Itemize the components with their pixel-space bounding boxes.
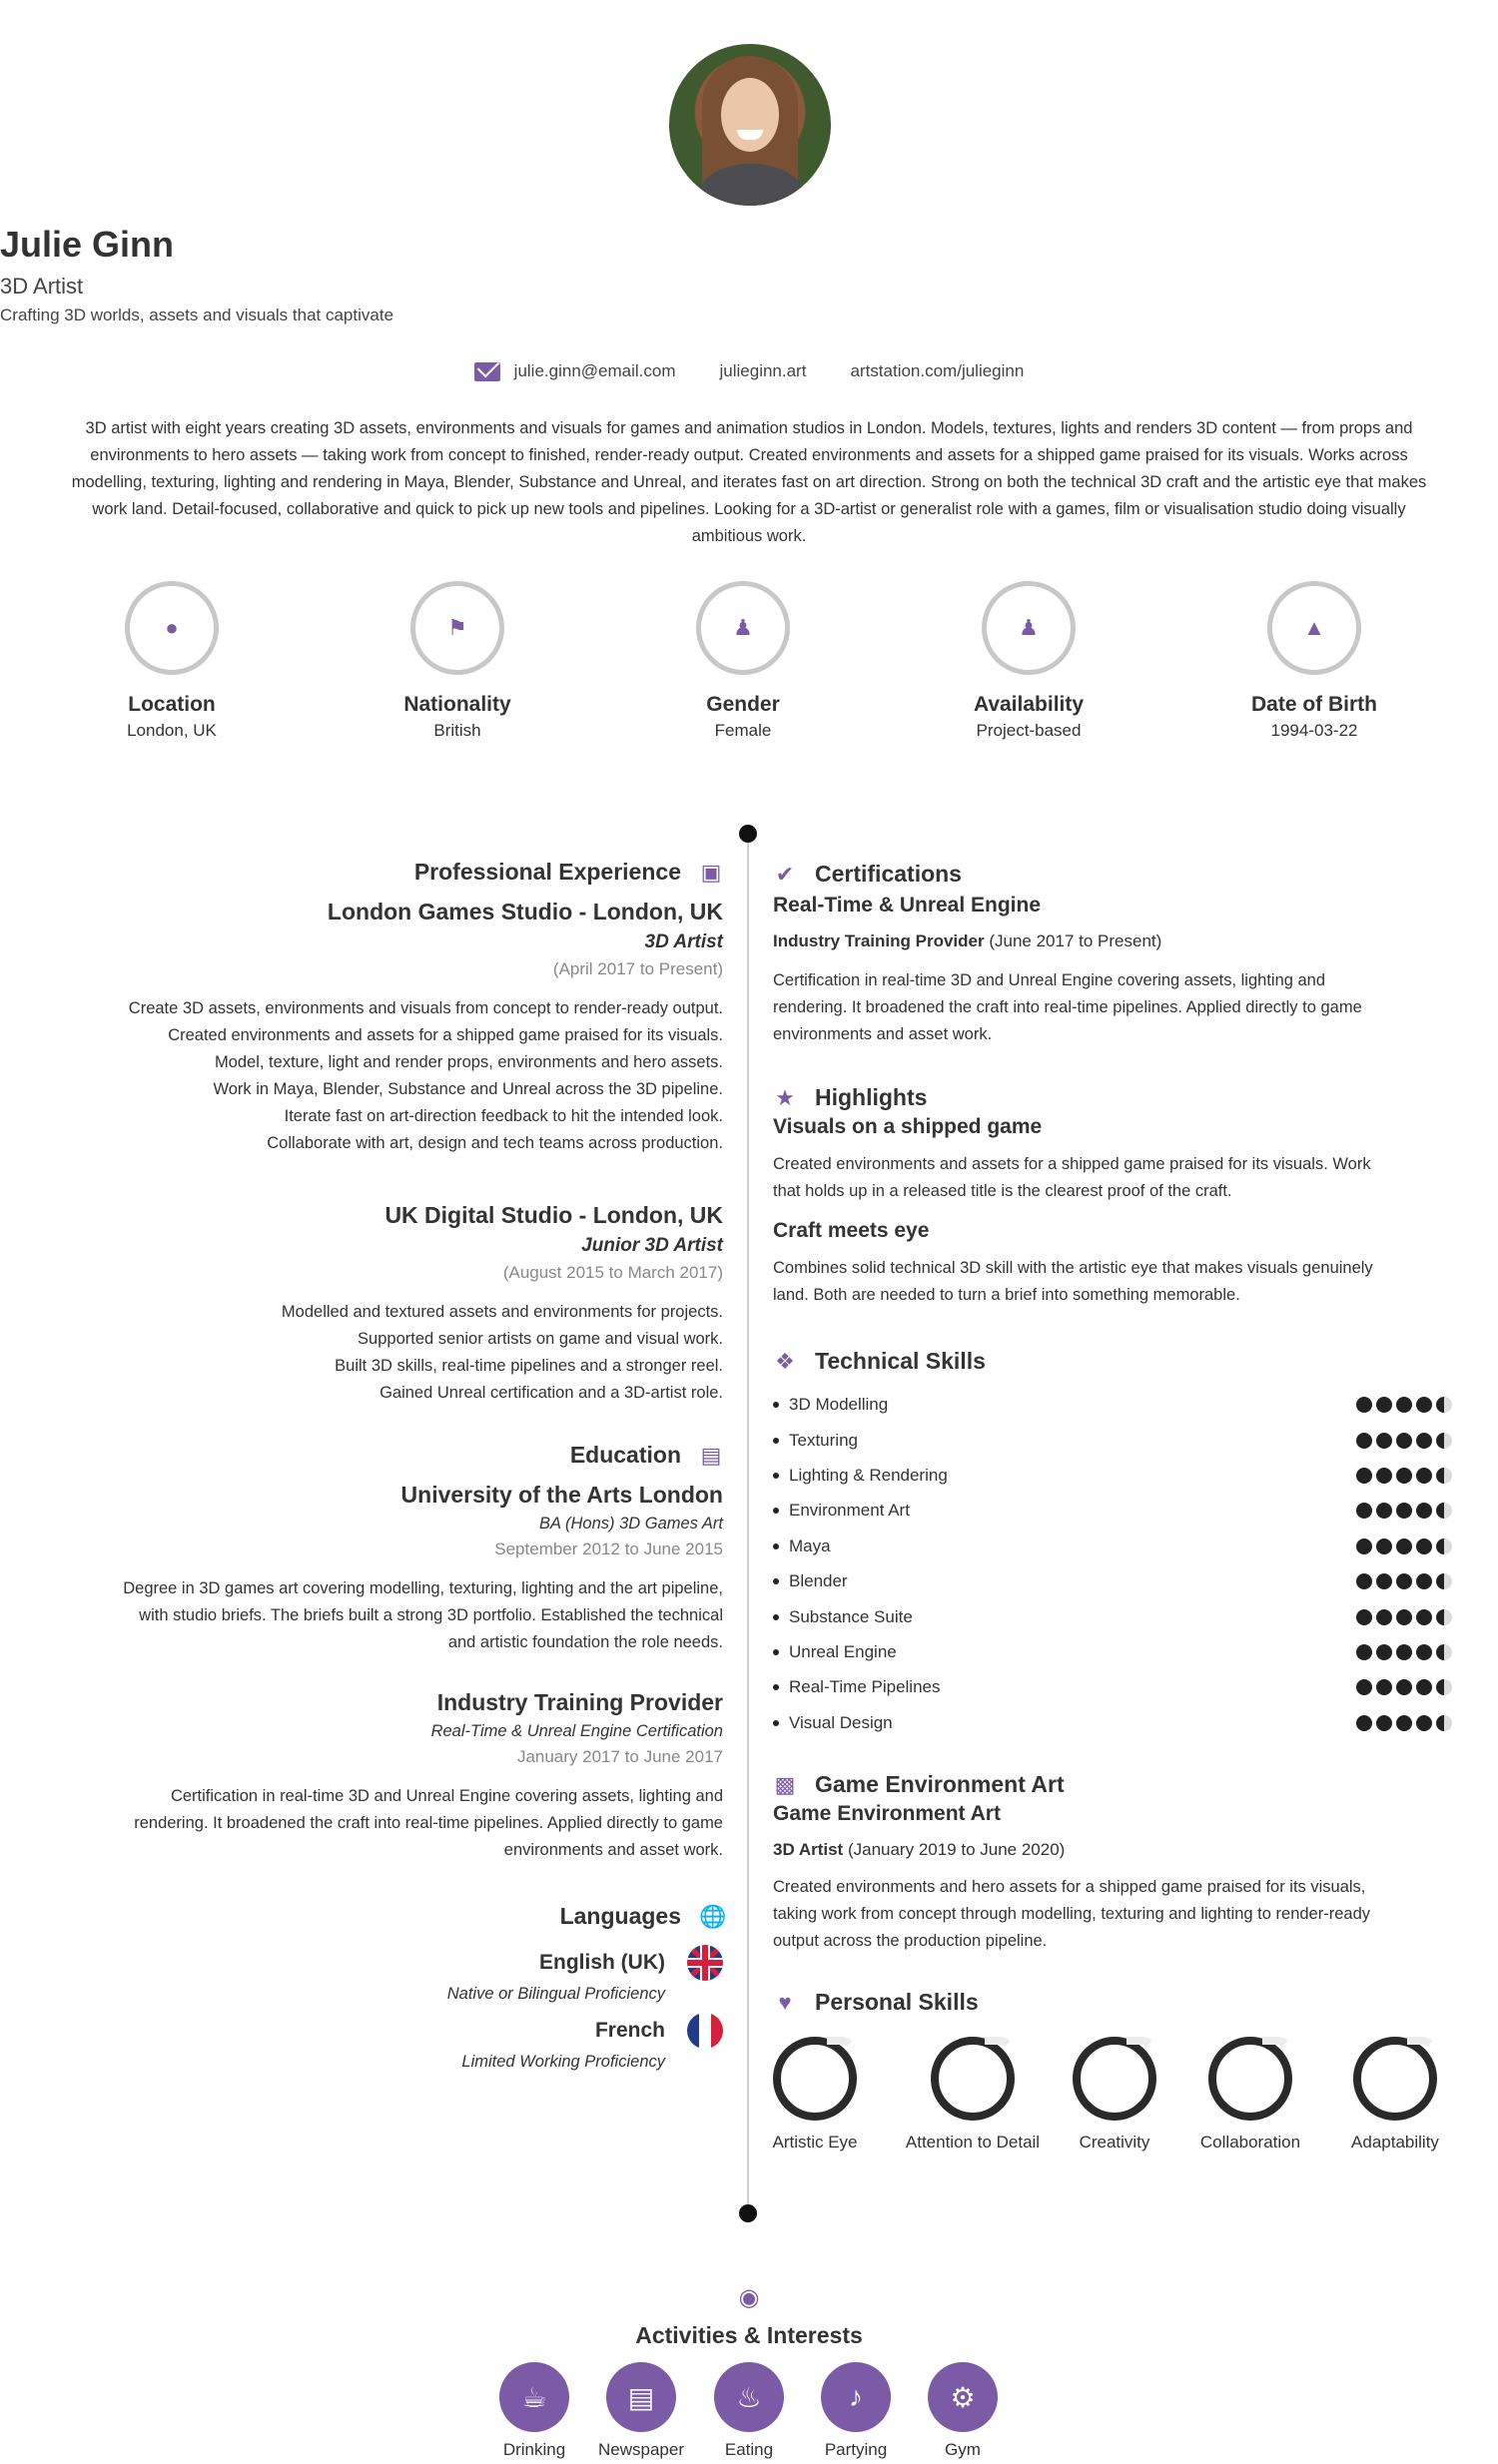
personal-skill: [1338, 2037, 1452, 2153]
personal-skill: [893, 2037, 1053, 2153]
gym-icon: ⚙: [928, 2362, 998, 2432]
section-title: Education: [569, 1442, 681, 1468]
folder-icon: ▩: [774, 1771, 796, 1797]
skill-ring: [1208, 2037, 1292, 2121]
section-title: Languages: [559, 1903, 681, 1929]
profile-tagline: Crafting 3D worlds, assets and visuals that captivate: [0, 306, 394, 324]
portfolio-contact[interactable]: [850, 361, 1024, 381]
education-degree: BA (Hons) 3D Games Art: [539, 1515, 723, 1533]
timeline-line: [747, 831, 749, 2208]
skill-name: 3D Modelling: [789, 1395, 889, 1414]
fact-location: [72, 581, 272, 741]
skill-row: [773, 1641, 1452, 1663]
cake-icon: ▲: [1303, 615, 1325, 640]
section-title: Activities & Interests: [635, 2322, 863, 2348]
certification-name: Real-Time & Unreal Engine: [773, 894, 1042, 917]
heart-icon: ♥: [778, 1989, 792, 2015]
education-line: rendering. It broadened the craft into real-time pipelines. Applied directly to game: [134, 1814, 723, 1832]
skill-ring: [1073, 2037, 1156, 2121]
technical-skills-section: [773, 1348, 1452, 1375]
certification-line: Certification in real-time 3D and Unreal Engine covering assets, lighting and: [773, 971, 1326, 989]
job-line: Model, texture, light and render props, environments and hero assets.: [214, 1053, 723, 1071]
fact-date-of-birth: [1214, 581, 1414, 741]
highlight-description: [773, 1255, 1452, 1309]
france-flag-icon: [687, 2013, 723, 2049]
languages-section: [559, 1903, 727, 1930]
project-dates: (January 2019 to June 2020): [847, 1840, 1066, 1859]
skill-rating: [1356, 1644, 1452, 1660]
education-dates: January 2017 to June 2017: [516, 1747, 723, 1766]
personal-skill: [767, 2037, 863, 2153]
skill-rating: [1356, 1397, 1452, 1413]
project-name: Game Environment Art: [773, 1802, 1001, 1825]
email-link[interactable]: julie.ginn@email.com: [513, 361, 676, 380]
skill-row: [773, 1394, 1452, 1416]
section-title: Certifications: [815, 861, 962, 887]
education-line: Degree in 3D games art covering modelling, texturing, lighting and the art pipeline,: [123, 1579, 723, 1597]
language-item: [461, 2013, 723, 2072]
job-line: Modelled and textured assets and environments for projects.: [281, 1303, 723, 1321]
highlight-line: land. Both are needed to turn a brief into something memorable.: [773, 1286, 1240, 1304]
activity-item: [913, 2362, 1013, 2460]
project-meta: [773, 1840, 1452, 1860]
education-line: with studio briefs. The briefs built a strong 3D portfolio. Established the technical: [139, 1606, 723, 1624]
fact-value: British: [433, 721, 481, 740]
skill-name: Real-Time Pipelines: [789, 1677, 941, 1696]
job-line: Collaborate with art, design and tech teams across production.: [267, 1134, 723, 1152]
activity-item: [699, 2362, 799, 2460]
activity-label: Gym: [945, 2440, 981, 2459]
job-description: [282, 1299, 723, 1407]
personal-skills-list: [773, 2037, 1452, 2156]
section-title: Professional Experience: [413, 859, 681, 885]
skill-name: Environment Art: [789, 1501, 910, 1520]
skill-name: Texturing: [789, 1431, 858, 1450]
map-pin-icon: ●: [165, 615, 179, 640]
fact-label: Availability: [973, 693, 1085, 716]
skill-rating: [1356, 1468, 1452, 1484]
project-description: [773, 1874, 1452, 1955]
job-dates: (April 2017 to Present): [552, 959, 723, 978]
skill-rating: [1356, 1433, 1452, 1449]
section-title: Technical Skills: [815, 1348, 986, 1374]
fact-gender: [643, 581, 843, 741]
website-contact[interactable]: [720, 361, 807, 381]
highlight-line: that holds up in a released title is the clearest proof of the craft.: [773, 1182, 1232, 1200]
job-description: [129, 995, 723, 1157]
job-org: London Games Studio - London, UK: [327, 899, 723, 924]
uk-flag-icon: [687, 1945, 723, 1981]
language-item: [447, 1945, 723, 2004]
skill-row: [773, 1606, 1452, 1628]
job-entry: [282, 1202, 723, 1407]
certification-line: environments and asset work.: [773, 1025, 993, 1043]
award-icon: ❖: [775, 1348, 795, 1374]
job-role: Junior 3D Artist: [581, 1235, 723, 1256]
experience-section: [414, 859, 723, 886]
personal-skill-label: Collaboration: [1199, 2133, 1301, 2152]
skill-name: Unreal Engine: [789, 1642, 897, 1661]
education-degree: Real-Time & Unreal Engine Certification: [430, 1722, 723, 1740]
education-entry: [123, 1482, 723, 1656]
certification-provider: Industry Training Provider: [773, 931, 985, 950]
job-line: Iterate fast on art-direction feedback to hit the intended look.: [284, 1107, 723, 1125]
fact-availability: [929, 581, 1128, 741]
highlight-line: Combines solid technical 3D skill with the artistic eye that makes visuals genuinely: [773, 1259, 1373, 1277]
skill-name: Visual Design: [789, 1713, 893, 1732]
fact-value: London, UK: [127, 721, 217, 740]
star-icon: ★: [775, 1084, 795, 1110]
education-dates: September 2012 to June 2015: [494, 1540, 723, 1558]
personal-skill-label: Artistic Eye: [772, 2133, 858, 2152]
fact-label: Date of Birth: [1251, 693, 1377, 716]
portfolio-link[interactable]: artstation.com/julieginn: [850, 361, 1025, 380]
profile-name: Julie Ginn: [0, 224, 175, 265]
education-org: University of the Arts London: [400, 1482, 723, 1508]
fact-value: 1994-03-22: [1270, 721, 1358, 740]
section-title: Highlights: [815, 1084, 928, 1110]
highlight-heading: Craft meets eye: [773, 1219, 930, 1242]
education-section: [570, 1442, 723, 1469]
id-badge-icon: ▣: [700, 859, 722, 885]
job-line: Gained Unreal certification and a 3D-artist role.: [379, 1384, 723, 1402]
language-level: Native or Bilingual Proficiency: [446, 1985, 665, 2003]
skill-name: Lighting & Rendering: [789, 1466, 948, 1485]
avatar: [669, 44, 831, 206]
language-name: French: [594, 2019, 665, 2042]
education-line: Certification in real-time 3D and Unreal Engine covering assets, lighting and: [170, 1787, 723, 1805]
job-line: Supported senior artists on game and visual work.: [358, 1330, 723, 1348]
newspaper-icon: ▤: [606, 2362, 676, 2432]
fact-label: Gender: [706, 693, 780, 716]
fact-value: Project-based: [976, 721, 1082, 740]
job-line: Create 3D assets, environments and visuals from concept to render-ready output.: [128, 999, 723, 1017]
job-role: 3D Artist: [644, 931, 723, 952]
skill-row: [773, 1712, 1452, 1734]
timeline-start-dot: [739, 825, 757, 843]
section-title: Personal Skills: [815, 1989, 979, 2015]
project-line: Created environments and hero assets for a shipped game praised for its visuals,: [773, 1878, 1366, 1896]
highlight-line: Created environments and assets for a shipped game praised for its visuals. Work: [773, 1155, 1371, 1173]
book-icon: ▤: [700, 1442, 722, 1468]
activity-item: [806, 2362, 906, 2460]
job-line: Built 3D skills, real-time pipelines and a stronger reel.: [335, 1357, 723, 1375]
activity-item: [484, 2362, 584, 2460]
skill-rating: [1356, 1715, 1452, 1731]
skill-name: Substance Suite: [789, 1607, 913, 1626]
activity-label: Newspaper: [598, 2440, 684, 2459]
activity-label: Partying: [824, 2440, 888, 2459]
education-line: environments and asset work.: [503, 1841, 723, 1859]
education-line: and artistic foundation the role needs.: [447, 1633, 723, 1651]
certification-description: [773, 967, 1452, 1048]
palette-icon: ◉: [738, 2284, 760, 2311]
profile-summary: 3D artist with eight years creating 3D assets, environments and visuals for games and animation studios in London. Models, textures, lights and renders 3D content — from props and environments to hero assets — taking work from concept to finished, render-ready output. Created environments and assets for a shipped game praised for its visuals. Works across modelling, texturing, lighting and rendering in Maya, Blender, Substance and Unreal, and iterates fast on art direction. Strong on both the technical 3D craft and the artistic eye that makes work land. Detail-focused, collaborative and quick to pick up new tools and pipelines. Looking for a 3D-artist or generalist role with a games, film or visualisation studio doing visually ambitious work.: [71, 419, 1427, 545]
skill-rating: [1356, 1539, 1452, 1554]
language-name: English (UK): [539, 1951, 665, 1974]
certification-meta: [773, 931, 1452, 951]
job-org: UK Digital Studio - London, UK: [384, 1202, 723, 1228]
skill-rating: [1356, 1609, 1452, 1625]
highlight-description: [773, 1151, 1452, 1205]
job-line: Work in Maya, Blender, Substance and Unreal across the 3D pipeline.: [213, 1080, 723, 1098]
education-entry: [134, 1689, 723, 1864]
verified-badge-icon: ✔: [775, 861, 795, 887]
personal-skill-label: Creativity: [1079, 2133, 1150, 2152]
fact-label: Nationality: [403, 693, 511, 716]
fact-label: Location: [128, 693, 216, 716]
project-line: output across the production pipeline.: [773, 1932, 1048, 1950]
drinking-icon: ☕: [499, 2362, 569, 2432]
language-level: Limited Working Proficiency: [461, 2053, 665, 2071]
skill-ring: [931, 2037, 1015, 2121]
skill-row: [773, 1536, 1452, 1557]
personal-skill-label: Adaptability: [1351, 2133, 1439, 2152]
certifications-section: [773, 861, 1452, 1048]
skill-row: [773, 1676, 1452, 1698]
skill-ring: [773, 2037, 857, 2121]
party-icon: ♪: [821, 2362, 891, 2432]
personal-skill: [1190, 2037, 1310, 2153]
education-description: [123, 1575, 723, 1656]
highlights-section: [773, 1084, 1452, 1309]
mail-icon: [474, 362, 500, 381]
email-contact[interactable]: [474, 361, 676, 381]
certification-line: rendering. It broadened the craft into real-time pipelines. Applied directly to game: [773, 998, 1362, 1016]
person-icon: ♟: [733, 615, 753, 640]
skill-rating: [1356, 1573, 1452, 1589]
website-link[interactable]: julieginn.art: [719, 361, 807, 380]
project-line: taking work from concept through modelling, texturing and lighting to render-ready: [773, 1905, 1370, 1923]
skill-rating: [1356, 1679, 1452, 1695]
skill-row: [773, 1465, 1452, 1487]
personal-skill: [1065, 2037, 1164, 2153]
globe-icon: 🌐: [699, 1903, 727, 1929]
skill-name: Blender: [789, 1571, 848, 1590]
job-line: Created environments and assets for a shipped game praised for its visuals.: [168, 1026, 723, 1044]
flag-icon: ⚑: [447, 615, 467, 640]
timeline-end-dot: [739, 2204, 757, 2222]
activity-label: Eating: [724, 2440, 774, 2459]
skill-ring: [1353, 2037, 1437, 2121]
highlight-heading: Visuals on a shipped game: [773, 1115, 1043, 1138]
eating-icon: ♨: [714, 2362, 784, 2432]
section-title: Game Environment Art: [815, 1771, 1065, 1797]
project-role: 3D Artist: [773, 1840, 844, 1859]
job-dates: (August 2015 to March 2017): [502, 1263, 723, 1282]
personal-skills-section: [773, 1989, 1452, 2016]
projects-section: [773, 1771, 1452, 1955]
education-org: Industry Training Provider: [436, 1689, 723, 1715]
education-description: [134, 1783, 723, 1864]
contact-bar: [0, 361, 1498, 381]
certification-dates: (June 2017 to Present): [989, 931, 1162, 950]
profile-role: 3D Artist: [0, 274, 84, 299]
job-entry: [129, 899, 723, 1157]
fact-value: Female: [714, 721, 772, 740]
skill-name: Maya: [789, 1537, 831, 1555]
skill-row: [773, 1570, 1452, 1592]
activity-item: [591, 2362, 691, 2460]
technical-skills-list: [773, 1394, 1452, 1753]
personal-skill-label: Attention to Detail: [905, 2133, 1041, 2152]
skill-rating: [1356, 1503, 1452, 1519]
person-icon: ♟: [1019, 615, 1039, 640]
skill-row: [773, 1430, 1452, 1452]
activity-label: Drinking: [502, 2440, 566, 2459]
skill-row: [773, 1500, 1452, 1522]
fact-nationality: [358, 581, 557, 741]
